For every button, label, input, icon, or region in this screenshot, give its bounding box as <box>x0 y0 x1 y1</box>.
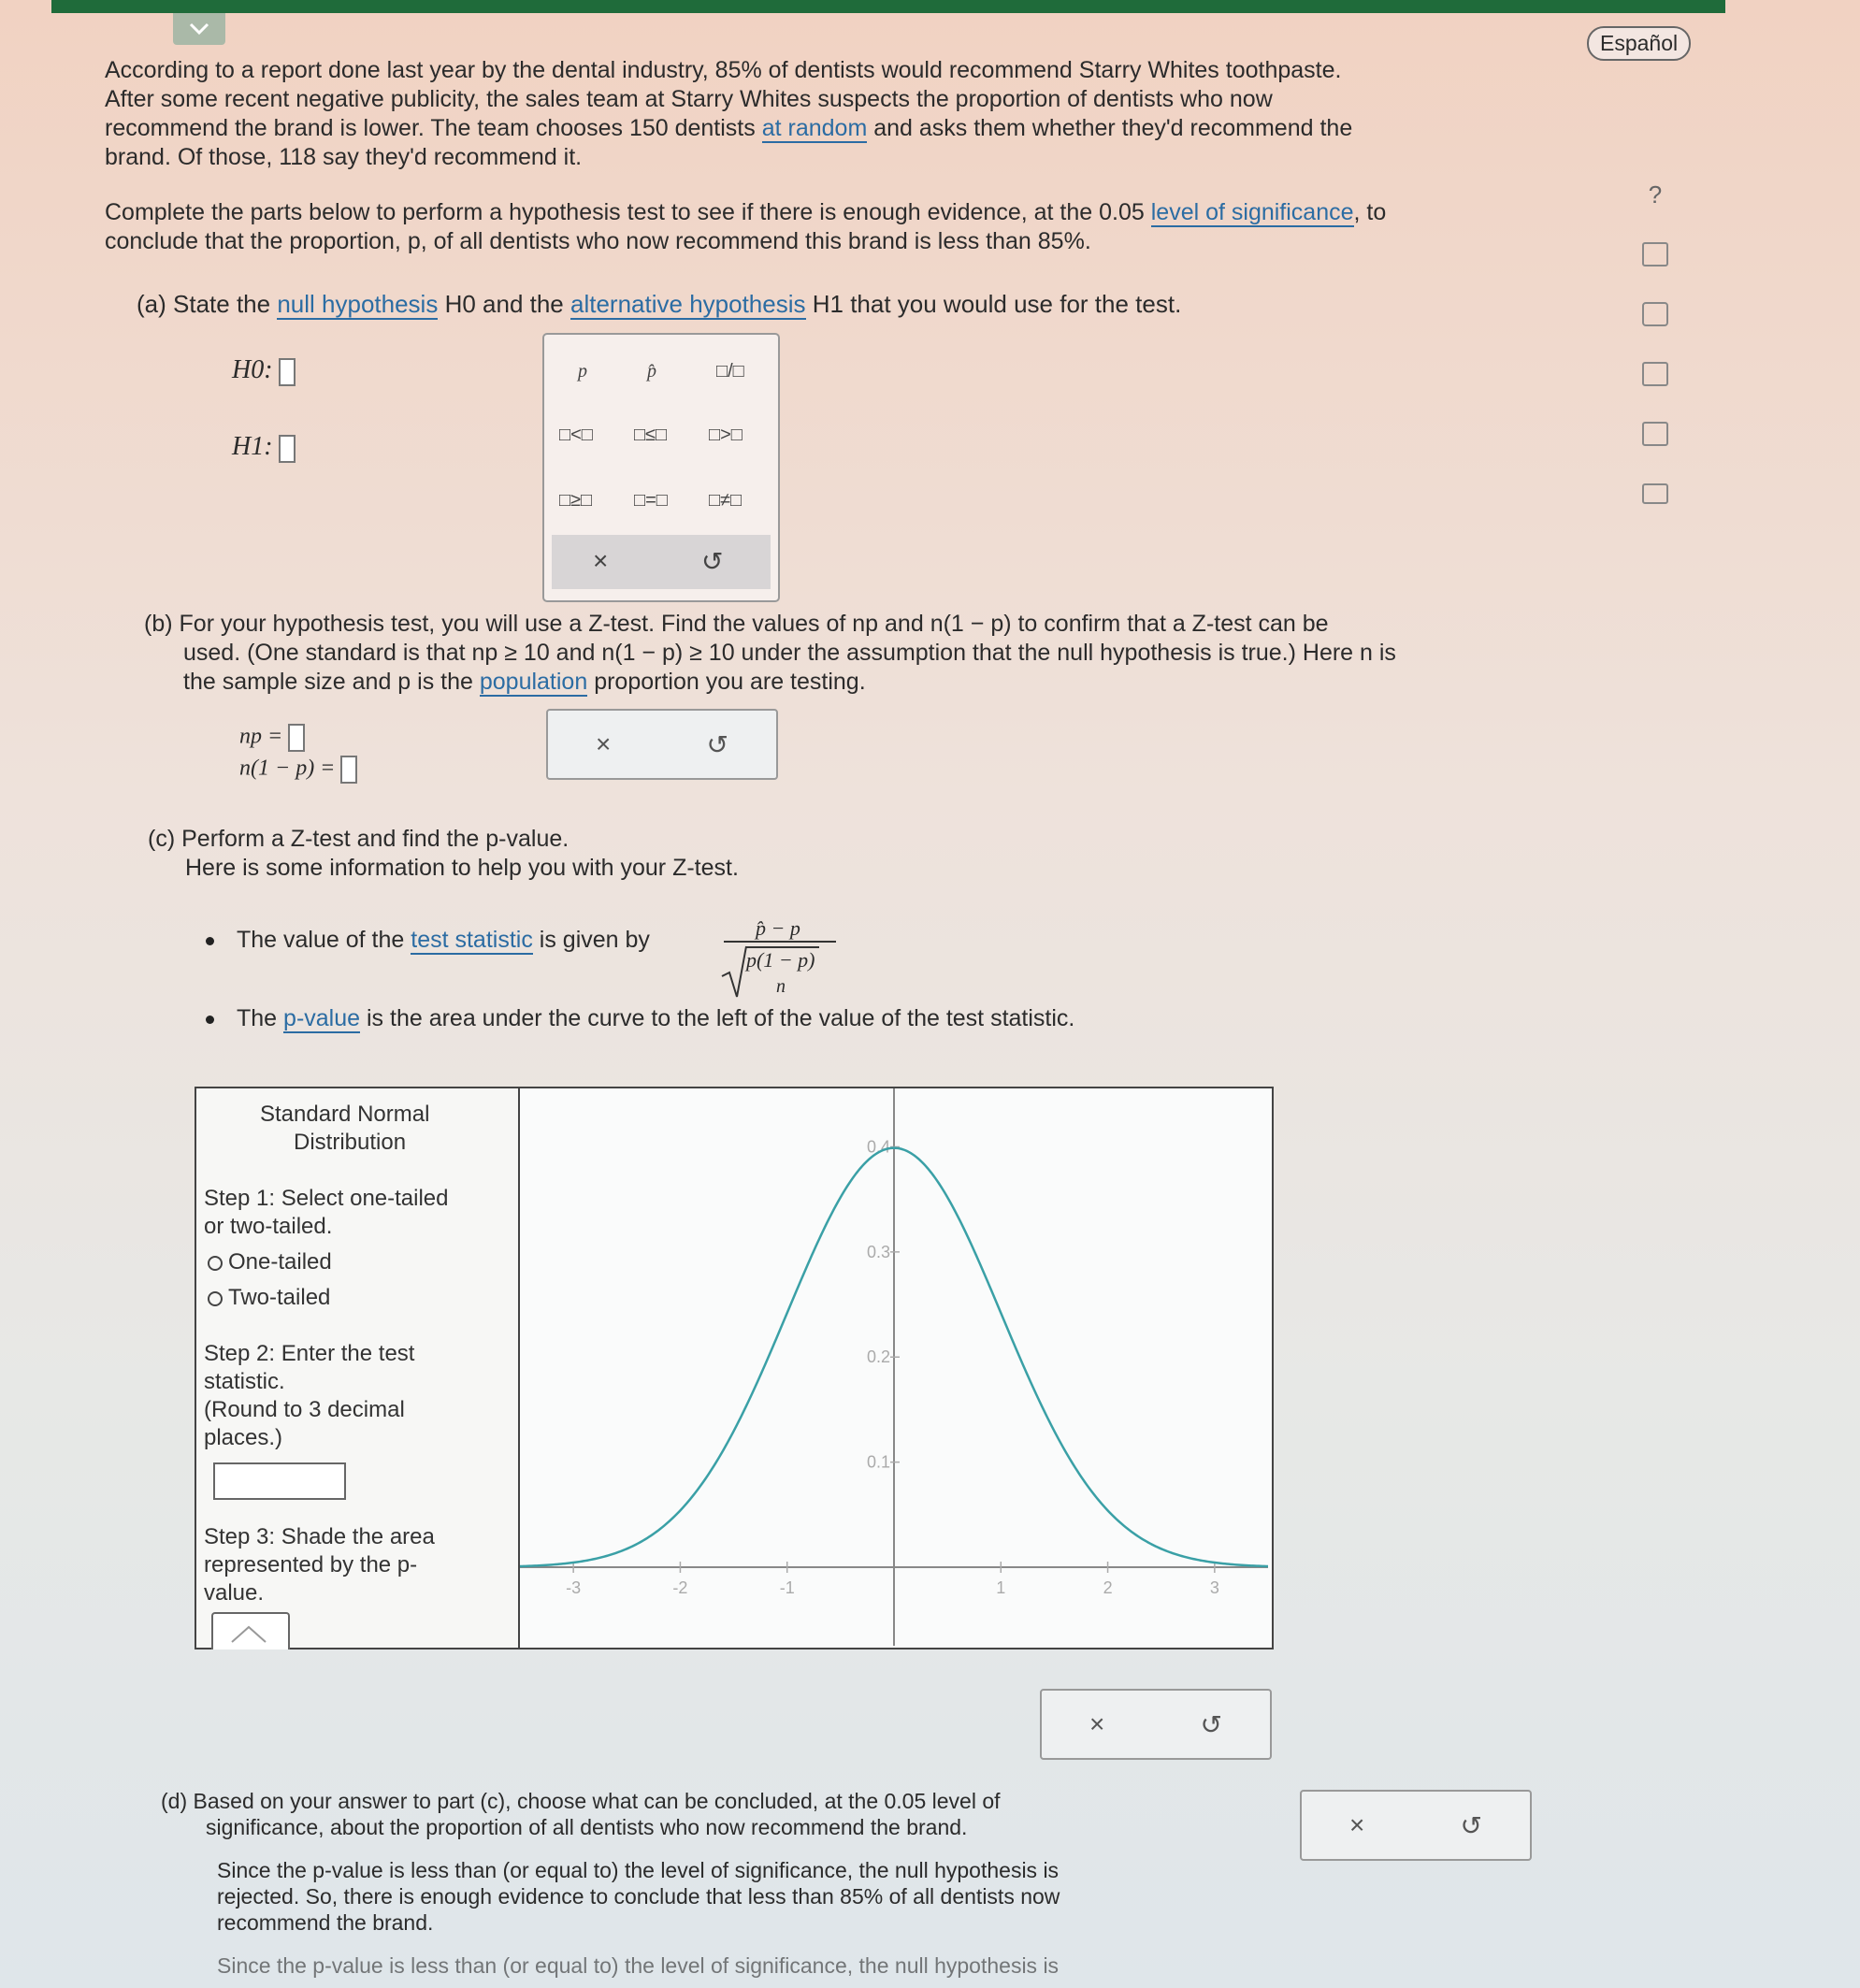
option-label: One-tailed <box>228 1249 332 1275</box>
conclusion-option-1[interactable] <box>217 1857 1292 1936</box>
palette-equal-button[interactable]: □=□ <box>634 490 668 511</box>
test-statistic-formula <box>720 916 842 1001</box>
tool-title: Distribution <box>294 1130 407 1155</box>
h0-answer-box[interactable] <box>279 358 296 386</box>
undo-icon[interactable]: ↺ <box>1200 1709 1222 1739</box>
part-label: (c) <box>148 826 176 852</box>
calculator-icon[interactable] <box>1638 357 1672 391</box>
palette-p-button[interactable]: p <box>578 361 587 382</box>
null-hypothesis-link[interactable]: null hypothesis <box>277 290 439 318</box>
step-1-text: or two-tailed. <box>204 1214 333 1239</box>
clear-icon[interactable]: × <box>596 729 612 758</box>
top-bar <box>51 0 1725 13</box>
option-text: rejected. So, there is enough evidence to conclude that less than 85% of all dentists now <box>217 1884 1060 1909</box>
clear-icon[interactable]: × <box>593 546 609 575</box>
palette-greater-equal-button[interactable]: □≥□ <box>559 490 593 511</box>
part-label: (d) <box>161 1789 188 1813</box>
step-3-text: value. <box>204 1580 265 1606</box>
sqrt-sign <box>720 944 748 999</box>
formula-denominator: p(1 − p) <box>746 946 819 972</box>
palette-greater-than-button[interactable]: □>□ <box>709 425 743 445</box>
option-text: Since the p-value is less than (or equal to) the level of significance, the null hypothesis is <box>217 1953 1060 1978</box>
clear-icon[interactable]: × <box>1089 1709 1105 1738</box>
formula-numerator: p̂ − p <box>756 916 800 940</box>
part-c-line-2: Here is some information to help you with your Z-test. <box>185 855 739 881</box>
step-2-text: statistic. <box>204 1369 285 1394</box>
palette-fraction-button[interactable]: □/□ <box>716 361 744 382</box>
part-b-line-2: used. (One standard is that np ≥ 10 and n(1 − p) ≥ 10 under the assumption that the null hypothesis is true.) Here n is <box>183 640 1396 666</box>
level-of-significance-link[interactable]: level of significance <box>1150 199 1354 225</box>
part-c-line-1 <box>148 825 1644 854</box>
y-tick-label: 0.3 <box>866 1242 890 1261</box>
fraction-bar <box>724 941 836 943</box>
x-tick-label: 3 <box>1209 1578 1219 1597</box>
option-text: recommend the brand. <box>217 1910 434 1935</box>
p-value-link[interactable]: p-value <box>283 1005 361 1031</box>
radio-icon[interactable] <box>208 1256 223 1271</box>
h1-row <box>232 432 296 463</box>
part-a-text: H1 that you would use for the test. <box>812 290 1182 318</box>
n1p-answer-box[interactable] <box>340 756 357 784</box>
part-label: (b) <box>144 611 173 637</box>
bullet-text: is the area under the curve to the left of the value of the test statistic. <box>367 1005 1075 1031</box>
language-button[interactable]: Español <box>1587 26 1691 61</box>
two-tailed-option[interactable] <box>208 1285 330 1311</box>
n1p-label: n(1 − p) = <box>239 756 336 781</box>
step-2-text: places.) <box>204 1425 283 1450</box>
undo-icon[interactable]: ↺ <box>701 547 724 576</box>
option-label: Two-tailed <box>228 1285 331 1310</box>
intro-text: recommend the brand is lower. The team chooses 150 dentists <box>105 115 756 141</box>
x-tick-label: 1 <box>996 1578 1006 1597</box>
option-text: Since the p-value is less than (or equal to) the level of significance, the null hypothesis is <box>217 1858 1060 1882</box>
n1p-row <box>239 756 357 784</box>
y-tick-label: 0.4 <box>866 1137 890 1157</box>
task-text: , to <box>1353 199 1387 225</box>
palette-less-equal-button[interactable]: □≤□ <box>634 425 668 445</box>
part-b-text: proportion you are testing. <box>594 669 866 695</box>
h0-label: H0: <box>232 355 273 384</box>
task-line-1 <box>105 198 1601 227</box>
bullet-test-statistic <box>206 926 1702 955</box>
video-icon[interactable] <box>1638 297 1672 331</box>
part-b-line-1 <box>144 610 1640 639</box>
part-c-question <box>148 825 1644 883</box>
shade-area-button[interactable] <box>211 1612 290 1649</box>
part-label: (a) <box>137 290 166 318</box>
h0-row <box>232 355 296 386</box>
bullet-text: is given by <box>539 927 650 953</box>
np-answer-box[interactable] <box>288 724 305 752</box>
part-b-actions <box>546 709 778 780</box>
formula-n: n <box>776 976 786 997</box>
y-tick-label: 0.1 <box>866 1452 890 1472</box>
intro-line-2: After some recent negative publicity, the sales team at Starry Whites suspects the proportion of dentists who now <box>105 86 1273 112</box>
step-2-text: Step 2: Enter the test <box>204 1341 415 1366</box>
intro-line-1: According to a report done last year by the dental industry, 85% of dentists would recommend Starry Whites toothpaste. <box>105 57 1342 83</box>
step-1-text: Step 1: Select one-tailed <box>204 1186 449 1211</box>
example-icon[interactable] <box>1638 417 1672 451</box>
step-3-text: represented by the p- <box>204 1552 418 1577</box>
bullet-dot <box>206 1016 214 1024</box>
h1-answer-box[interactable] <box>279 435 296 463</box>
part-c-actions <box>1040 1689 1272 1760</box>
clear-icon[interactable]: × <box>1349 1810 1365 1839</box>
part-d-actions <box>1300 1790 1532 1861</box>
normal-distribution-tool <box>195 1087 1274 1649</box>
y-tick-label: 0.2 <box>866 1347 890 1367</box>
population-link[interactable]: population <box>479 669 588 695</box>
part-a-text: State the <box>173 290 271 318</box>
tool-title: Standard Normal <box>260 1102 430 1127</box>
math-palette <box>542 333 780 602</box>
at-random-link[interactable]: at random <box>761 115 868 141</box>
step-2-text: (Round to 3 decimal <box>204 1397 405 1422</box>
part-c-text: Perform a Z-test and find the p-value. <box>181 826 570 852</box>
part-d-line-2: significance, about the proportion of all dentists who now recommend the brand. <box>206 1815 968 1839</box>
palette-less-than-button[interactable]: □<□ <box>559 425 593 445</box>
collapse-toggle[interactable] <box>173 13 225 45</box>
bullet-text: The <box>237 1005 278 1031</box>
palette-phat-button[interactable]: p̂ <box>647 361 656 382</box>
intro-paragraph <box>105 56 1601 172</box>
x-tick-label: -2 <box>672 1578 688 1597</box>
bullet-text: The value of the <box>237 927 405 953</box>
x-tick-label: -3 <box>566 1578 582 1597</box>
test-statistic-input[interactable] <box>213 1462 346 1500</box>
part-b-text: For your hypothesis test, you will use a Z-test. Find the values of np and n(1 − p) to confirm that a Z-test can be <box>179 611 1329 637</box>
x-tick-label: -1 <box>779 1578 795 1597</box>
intro-text: and asks them whether they'd recommend the <box>873 115 1353 141</box>
radio-icon[interactable] <box>208 1291 223 1306</box>
shade-curve-icon <box>213 1614 284 1648</box>
task-paragraph <box>105 198 1601 256</box>
help-icon[interactable]: ? <box>1648 180 1663 209</box>
part-b-text: the sample size and p is the <box>183 669 473 695</box>
part-b-question <box>144 610 1640 697</box>
bullet-p-value <box>206 1004 1702 1033</box>
x-tick-label: 2 <box>1103 1578 1113 1597</box>
part-a-text: H0 and the <box>444 290 564 318</box>
h1-label: H1: <box>232 432 273 461</box>
test-statistic-link[interactable]: test statistic <box>411 927 533 953</box>
intro-line-4: brand. Of those, 118 say they'd recommend it. <box>105 144 583 170</box>
part-d-text: Based on your answer to part (c), choose what can be concluded, at the 0.05 level of <box>193 1789 1001 1813</box>
np-row <box>239 724 305 752</box>
textbook-icon[interactable] <box>1638 238 1672 271</box>
chevron-down-icon <box>188 22 210 36</box>
conclusion-option-2[interactable] <box>217 1952 1292 1979</box>
bullet-dot <box>206 937 214 945</box>
part-a-question <box>137 290 1181 319</box>
task-line-2: conclude that the proportion, p, of all dentists who now recommend this brand is less than 85%. <box>105 228 1091 254</box>
one-tailed-option[interactable] <box>208 1249 332 1275</box>
alternative-hypothesis-link[interactable]: alternative hypothesis <box>570 290 806 318</box>
tool-steps-panel <box>196 1088 520 1648</box>
task-text: Complete the parts below to perform a hypothesis test to see if there is enough evidence, at the 0.05 <box>105 199 1145 225</box>
undo-icon[interactable]: ↺ <box>706 729 728 759</box>
palette-not-equal-button[interactable]: □≠□ <box>709 490 743 511</box>
intro-line-3 <box>105 114 1601 143</box>
palette-footer <box>552 535 771 589</box>
normal-curve-chart[interactable] <box>520 1088 1268 1646</box>
step-3-text: Step 3: Shade the area <box>204 1524 435 1549</box>
part-b-line-3 <box>144 668 1640 697</box>
np-label: np = <box>239 724 283 749</box>
mail-icon[interactable] <box>1638 477 1672 511</box>
undo-icon[interactable]: ↺ <box>1460 1810 1482 1840</box>
